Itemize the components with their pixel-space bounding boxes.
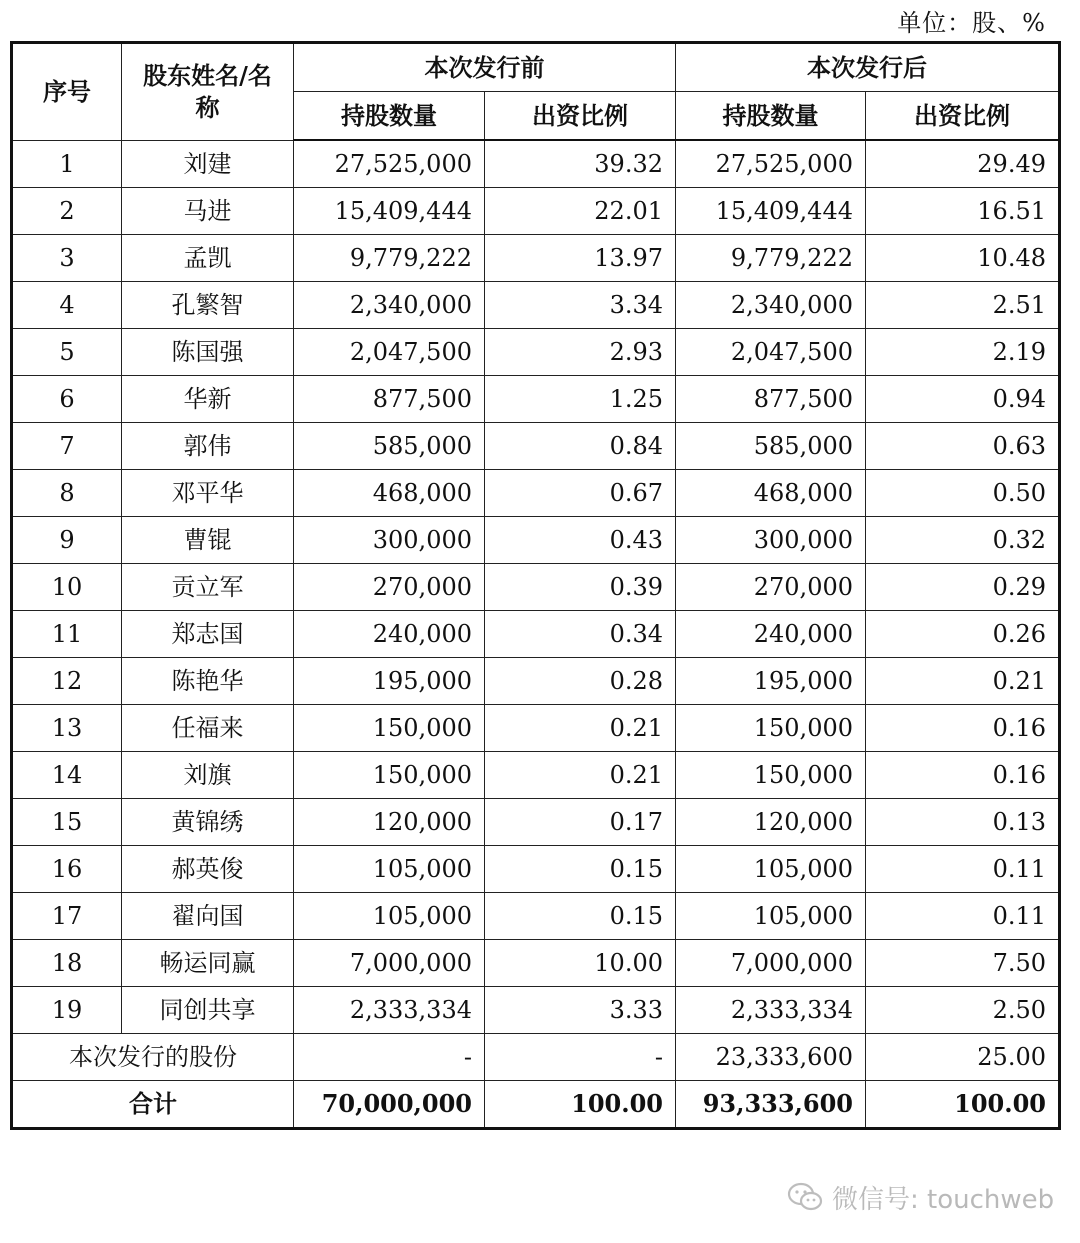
row-after-shares: 468,000: [676, 470, 866, 517]
row-after-shares: 2,333,334: [676, 987, 866, 1034]
row-after-ratio: 0.16: [866, 752, 1060, 799]
row-name: 郭伟: [122, 423, 294, 470]
row-seq: 2: [12, 188, 122, 235]
watermark: [786, 1180, 1054, 1214]
row-name: 陈国强: [122, 329, 294, 376]
row-after-shares: 585,000: [676, 423, 866, 470]
row-before-ratio: 3.33: [485, 987, 676, 1034]
row-before-shares: 240,000: [294, 611, 485, 658]
row-before-shares: 15,409,444: [294, 188, 485, 235]
row-before-shares: 105,000: [294, 846, 485, 893]
row-name: 郑志国: [122, 611, 294, 658]
row-after-ratio: 2.50: [866, 987, 1060, 1034]
row-after-shares: 105,000: [676, 846, 866, 893]
row-seq: 16: [12, 846, 122, 893]
row-before-ratio: 0.21: [485, 752, 676, 799]
total-after-shares: 93,333,600: [676, 1081, 866, 1129]
row-after-shares: 27,525,000: [676, 140, 866, 188]
table-row: [12, 470, 1060, 517]
row-before-shares: 2,333,334: [294, 987, 485, 1034]
total-after-ratio: 100.00: [866, 1081, 1060, 1129]
row-after-shares: 105,000: [676, 893, 866, 940]
row-after-ratio: 0.11: [866, 893, 1060, 940]
row-seq: 17: [12, 893, 122, 940]
header-after-group: 本次发行后: [676, 43, 1060, 92]
table-row: [12, 799, 1060, 846]
wechat-icon: [786, 1181, 824, 1213]
issue-after-shares: 23,333,600: [676, 1034, 866, 1081]
row-before-shares: 120,000: [294, 799, 485, 846]
row-seq: 11: [12, 611, 122, 658]
row-before-ratio: 0.34: [485, 611, 676, 658]
shareholding-table: [10, 41, 1061, 1130]
row-after-shares: 150,000: [676, 705, 866, 752]
row-before-ratio: 22.01: [485, 188, 676, 235]
row-before-shares: 2,340,000: [294, 282, 485, 329]
row-after-ratio: 16.51: [866, 188, 1060, 235]
row-after-ratio: 0.16: [866, 705, 1060, 752]
table-row: [12, 846, 1060, 893]
total-before-ratio: 100.00: [485, 1081, 676, 1129]
row-name: 马进: [122, 188, 294, 235]
unit-label: 单位：股、%: [897, 9, 1046, 37]
row-before-ratio: 3.34: [485, 282, 676, 329]
row-before-ratio: 0.15: [485, 893, 676, 940]
row-name: 黄锦绣: [122, 799, 294, 846]
row-after-shares: 15,409,444: [676, 188, 866, 235]
row-after-shares: 2,047,500: [676, 329, 866, 376]
row-name: 任福来: [122, 705, 294, 752]
row-before-ratio: 0.43: [485, 517, 676, 564]
row-after-ratio: 2.19: [866, 329, 1060, 376]
row-before-ratio: 0.67: [485, 470, 676, 517]
row-before-shares: 585,000: [294, 423, 485, 470]
watermark-text: 微信号: touchweb: [832, 1184, 1055, 1215]
row-before-ratio: 13.97: [485, 235, 676, 282]
row-before-ratio: 0.84: [485, 423, 676, 470]
row-after-shares: 300,000: [676, 517, 866, 564]
row-name: 刘建: [122, 140, 294, 188]
row-before-shares: 27,525,000: [294, 140, 485, 188]
issue-before-shares: -: [294, 1034, 485, 1081]
header-name: 股东姓名/名称: [122, 43, 294, 141]
row-before-shares: 150,000: [294, 705, 485, 752]
row-seq: 1: [12, 140, 122, 188]
row-after-ratio: 29.49: [866, 140, 1060, 188]
row-after-ratio: 0.32: [866, 517, 1060, 564]
row-name: 刘旗: [122, 752, 294, 799]
table-row: [12, 611, 1060, 658]
row-seq: 8: [12, 470, 122, 517]
row-after-ratio: 0.94: [866, 376, 1060, 423]
table-row: [12, 893, 1060, 940]
table-row: [12, 188, 1060, 235]
row-before-shares: 300,000: [294, 517, 485, 564]
table-row: [12, 376, 1060, 423]
row-seq: 12: [12, 658, 122, 705]
row-after-ratio: 0.63: [866, 423, 1060, 470]
row-name: 同创共享: [122, 987, 294, 1034]
row-seq: 4: [12, 282, 122, 329]
table-row: [12, 517, 1060, 564]
table-row: [12, 235, 1060, 282]
row-name: 翟向国: [122, 893, 294, 940]
table-row: [12, 140, 1060, 188]
row-after-ratio: 10.48: [866, 235, 1060, 282]
row-before-shares: 270,000: [294, 564, 485, 611]
row-before-ratio: 0.28: [485, 658, 676, 705]
row-after-ratio: 0.50: [866, 470, 1060, 517]
total-before-shares: 70,000,000: [294, 1081, 485, 1129]
issue-before-ratio: -: [485, 1034, 676, 1081]
row-name: 孔繁智: [122, 282, 294, 329]
row-seq: 7: [12, 423, 122, 470]
row-after-shares: 877,500: [676, 376, 866, 423]
issue-label: 本次发行的股份: [12, 1034, 294, 1081]
row-after-shares: 270,000: [676, 564, 866, 611]
header-seq: 序号: [12, 43, 122, 141]
row-after-shares: 2,340,000: [676, 282, 866, 329]
row-before-ratio: 0.21: [485, 705, 676, 752]
row-after-ratio: 0.11: [866, 846, 1060, 893]
row-before-shares: 2,047,500: [294, 329, 485, 376]
row-seq: 5: [12, 329, 122, 376]
issue-after-ratio: 25.00: [866, 1034, 1060, 1081]
row-seq: 9: [12, 517, 122, 564]
row-name: 贡立军: [122, 564, 294, 611]
table-row: [12, 329, 1060, 376]
table-row: [12, 423, 1060, 470]
row-before-ratio: 0.17: [485, 799, 676, 846]
table-row: [12, 282, 1060, 329]
table-row: [12, 752, 1060, 799]
row-name: 畅运同赢: [122, 940, 294, 987]
row-after-ratio: 0.21: [866, 658, 1060, 705]
row-name: 陈艳华: [122, 658, 294, 705]
row-seq: 3: [12, 235, 122, 282]
row-after-shares: 240,000: [676, 611, 866, 658]
row-seq: 13: [12, 705, 122, 752]
row-before-ratio: 10.00: [485, 940, 676, 987]
row-seq: 6: [12, 376, 122, 423]
header-after-shares: 持股数量: [676, 92, 866, 141]
total-label: 合计: [12, 1081, 294, 1129]
row-before-shares: 9,779,222: [294, 235, 485, 282]
row-name: 孟凯: [122, 235, 294, 282]
header-before-shares: 持股数量: [294, 92, 485, 141]
row-after-ratio: 0.29: [866, 564, 1060, 611]
row-seq: 19: [12, 987, 122, 1034]
row-after-ratio: 0.26: [866, 611, 1060, 658]
row-before-shares: 877,500: [294, 376, 485, 423]
row-before-shares: 7,000,000: [294, 940, 485, 987]
row-after-ratio: 0.13: [866, 799, 1060, 846]
row-before-ratio: 39.32: [485, 140, 676, 188]
table-body: [12, 140, 1060, 1034]
row-after-shares: 120,000: [676, 799, 866, 846]
header-after-ratio: 出资比例: [866, 92, 1060, 141]
header-row-1: [12, 43, 1060, 92]
header-before-group: 本次发行前: [294, 43, 676, 92]
issue-row: [12, 1034, 1060, 1081]
row-after-shares: 150,000: [676, 752, 866, 799]
row-name: 华新: [122, 376, 294, 423]
row-name: 邓平华: [122, 470, 294, 517]
row-seq: 18: [12, 940, 122, 987]
row-seq: 15: [12, 799, 122, 846]
row-before-ratio: 1.25: [485, 376, 676, 423]
row-name: 曹锟: [122, 517, 294, 564]
table-row: [12, 658, 1060, 705]
row-after-ratio: 2.51: [866, 282, 1060, 329]
row-before-shares: 195,000: [294, 658, 485, 705]
row-before-ratio: 0.15: [485, 846, 676, 893]
row-seq: 14: [12, 752, 122, 799]
row-before-ratio: 2.93: [485, 329, 676, 376]
row-before-shares: 468,000: [294, 470, 485, 517]
row-after-shares: 7,000,000: [676, 940, 866, 987]
total-row: [12, 1081, 1060, 1129]
row-before-shares: 150,000: [294, 752, 485, 799]
row-seq: 10: [12, 564, 122, 611]
row-after-shares: 9,779,222: [676, 235, 866, 282]
row-after-shares: 195,000: [676, 658, 866, 705]
row-before-ratio: 0.39: [485, 564, 676, 611]
row-before-shares: 105,000: [294, 893, 485, 940]
table-row: [12, 987, 1060, 1034]
table-row: [12, 705, 1060, 752]
table-row: [12, 940, 1060, 987]
table-row: [12, 564, 1060, 611]
row-after-ratio: 7.50: [866, 940, 1060, 987]
row-name: 郝英俊: [122, 846, 294, 893]
header-before-ratio: 出资比例: [485, 92, 676, 141]
